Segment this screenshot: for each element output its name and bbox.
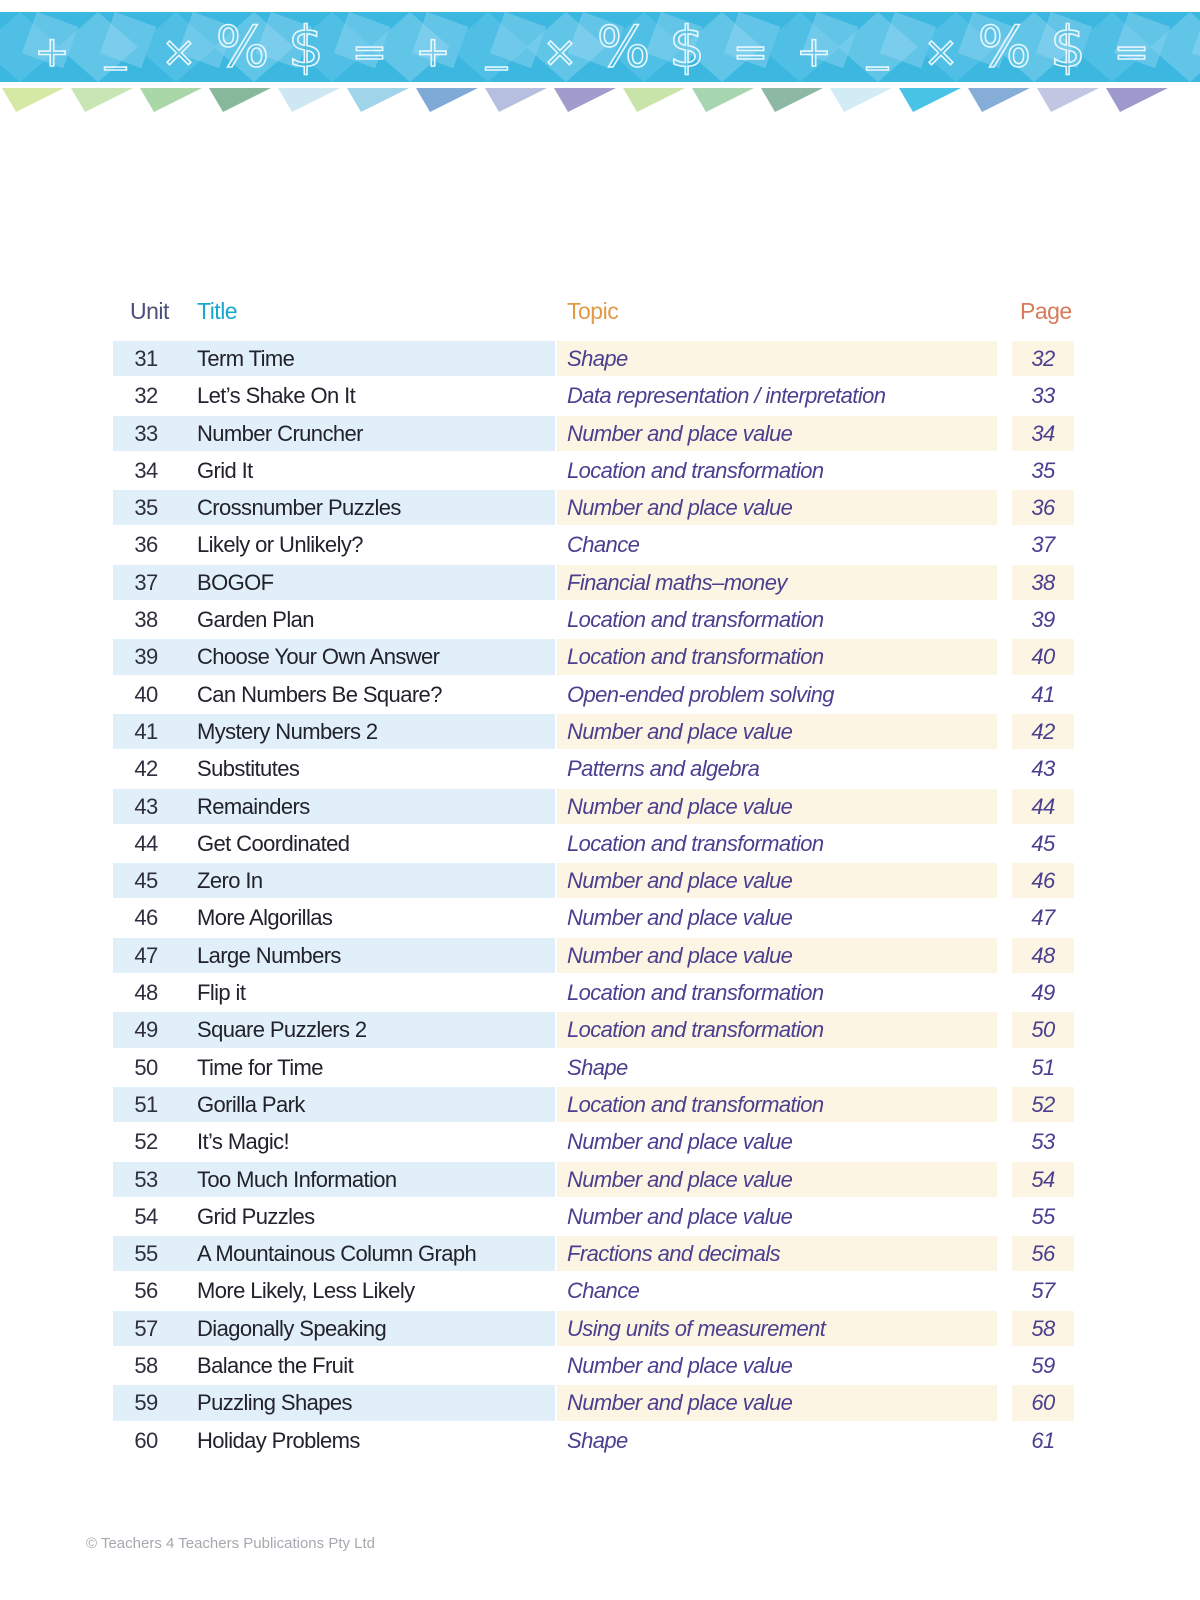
unit-topic: Location and transformation [567,457,824,483]
table-row [113,1422,1073,1459]
unit-number: 45 [134,868,158,894]
footer-text: Teachers 4 Teachers Publications Pty Ltd [100,1535,376,1552]
row-shade-left [113,1087,555,1122]
unit-number: 46 [134,905,158,931]
unit-topic: Chance [567,1278,640,1304]
table-row [113,750,1073,787]
table-row [113,937,1073,974]
unit-page: 38 [1031,569,1055,595]
unit-title: Diagonally Speaking [197,1315,387,1341]
banner-math-symbol: _ [105,21,126,70]
unit-page: 59 [1031,1353,1055,1379]
table-row [113,825,1073,862]
unit-topic: Number and place value [567,1166,793,1192]
unit-number: 50 [134,1054,158,1080]
table-row [113,1235,1073,1272]
banner-triangle [968,88,1030,112]
unit-title: Time for Time [197,1054,323,1080]
unit-number: 35 [134,495,158,521]
banner-triangle [692,88,754,112]
unit-topic: Number and place value [567,1129,793,1155]
unit-page: 53 [1031,1129,1055,1155]
table-row [113,340,1073,377]
unit-number: 56 [134,1278,158,1304]
banner-math-symbol: × [542,27,578,76]
banner-math-symbol: + [34,27,70,76]
unit-page: 57 [1031,1278,1055,1304]
unit-title: Likely or Unlikely? [197,532,363,558]
copyright-footer [86,1535,375,1552]
unit-page: 34 [1031,420,1055,446]
banner-triangle [761,88,823,112]
unit-number: 53 [134,1166,158,1192]
table-row [113,862,1073,899]
header-banner [0,0,1200,120]
header-page: Page [1020,298,1072,324]
banner-triangle [140,88,202,112]
table-row [113,601,1073,638]
unit-number: 36 [134,532,158,558]
unit-title: Large Numbers [197,942,341,968]
unit-number: 33 [134,420,158,446]
table-row [113,1123,1073,1160]
header-title: Title [197,298,238,324]
unit-page: 42 [1031,718,1055,744]
unit-number: 57 [134,1315,158,1341]
unit-topic: Location and transformation [567,1091,824,1117]
unit-title: Number Cruncher [197,420,363,446]
table-row [113,1161,1073,1198]
unit-topic: Data representation / interpretation [567,383,886,409]
unit-topic: Open-ended problem solving [567,681,834,707]
banner-triangle [416,88,478,112]
unit-page: 39 [1031,607,1055,633]
unit-page: 43 [1031,756,1055,782]
unit-page: 61 [1031,1427,1055,1453]
banner-triangle [278,88,340,112]
unit-topic: Number and place value [567,793,793,819]
unit-topic: Location and transformation [567,1017,824,1043]
unit-page: 51 [1031,1054,1055,1080]
unit-number: 40 [134,681,158,707]
banner-graphic [0,0,1200,120]
unit-title: More Algorillas [197,905,333,931]
unit-topic: Number and place value [567,868,793,894]
unit-number: 47 [134,942,158,968]
unit-title: Mystery Numbers 2 [197,718,378,744]
unit-page: 46 [1031,868,1055,894]
table-row [113,1347,1073,1384]
unit-number: 41 [134,718,158,744]
unit-topic: Number and place value [567,1390,793,1416]
unit-title: Let’s Shake On It [197,383,356,409]
row-shade-left [113,565,555,600]
table-row [113,526,1073,563]
unit-page: 55 [1031,1203,1055,1229]
unit-title: BOGOF [197,569,274,595]
table-row [113,788,1073,825]
table-row [113,1384,1073,1421]
unit-topic: Number and place value [567,942,793,968]
unit-title: It’s Magic! [197,1129,290,1155]
unit-page: 41 [1031,681,1055,707]
table-row [113,377,1073,414]
unit-title: Flip it [197,980,246,1006]
unit-page: 37 [1031,532,1055,558]
unit-title: Choose Your Own Answer [197,644,440,670]
unit-number: 51 [134,1091,158,1117]
unit-title: A Mountainous Column Graph [197,1241,477,1267]
unit-page: 52 [1031,1091,1055,1117]
table-row [113,452,1073,489]
table-row [113,713,1073,750]
banner-triangle [899,88,961,112]
unit-number: 43 [134,793,158,819]
table-row [113,564,1073,601]
unit-page: 40 [1031,644,1055,670]
row-shade-left [113,863,555,898]
unit-number: 58 [134,1353,158,1379]
unit-topic: Location and transformation [567,607,824,633]
unit-topic: Number and place value [567,495,793,521]
header-unit: Unit [130,298,169,324]
unit-title: Substitutes [197,756,300,782]
table-row [113,676,1073,713]
unit-page: 33 [1031,383,1055,409]
banner-math-symbol: % [977,15,1032,80]
unit-topic: Patterns and algebra [567,756,760,782]
unit-topic: Fractions and decimals [567,1241,781,1267]
unit-page: 49 [1031,980,1055,1006]
banner-math-symbol: + [415,27,451,76]
unit-topic: Shape [567,1054,628,1080]
unit-page: 54 [1031,1166,1055,1192]
table-row [113,1011,1073,1048]
unit-title: Puzzling Shapes [197,1390,352,1416]
unit-number: 44 [134,830,158,856]
row-shade-left [113,789,555,824]
unit-page: 48 [1031,942,1055,968]
unit-title: Remainders [197,793,310,819]
unit-topic: Number and place value [567,1203,793,1229]
unit-page: 36 [1031,495,1055,521]
unit-title: Term Time [197,346,295,371]
unit-title: Can Numbers Be Square? [197,681,442,707]
unit-title: Balance the Fruit [197,1353,354,1379]
banner-math-symbol: _ [486,21,507,70]
table-row [113,489,1073,526]
unit-number: 59 [134,1390,158,1416]
table-header [113,288,1073,340]
unit-page: 44 [1031,793,1055,819]
unit-title: More Likely, Less Likely [197,1278,415,1304]
unit-number: 54 [134,1203,158,1229]
table-row [113,1049,1073,1086]
table-row [113,1198,1073,1235]
banner-math-symbol: _ [867,21,888,70]
unit-topic: Shape [567,1427,628,1453]
unit-topic: Number and place value [567,905,793,931]
header-topic: Topic [567,298,619,324]
banner-triangle [830,88,892,112]
table-row [113,974,1073,1011]
banner-math-symbol: × [161,27,197,76]
banner-math-symbol: = [1113,27,1150,76]
copyright-icon: © [86,1535,98,1552]
unit-topic: Number and place value [567,420,793,446]
banner-math-symbol: $ [288,15,324,80]
unit-topic: Number and place value [567,1353,793,1379]
banner-triangle [1037,88,1099,112]
unit-number: 48 [134,980,158,1006]
unit-topic: Location and transformation [567,980,824,1006]
unit-number: 34 [134,457,158,483]
banner-triangle [71,88,133,112]
unit-page: 58 [1031,1315,1055,1341]
table-row [113,1310,1073,1347]
unit-title: Crossnumber Puzzles [197,495,401,521]
banner-math-symbol: = [732,27,769,76]
table-row [113,899,1073,936]
unit-topic: Shape [567,346,628,371]
unit-number: 31 [134,346,158,371]
unit-title: Square Puzzlers 2 [197,1017,367,1043]
banner-math-symbol: + [796,27,832,76]
unit-number: 55 [134,1241,158,1267]
banner-math-symbol: % [215,15,270,80]
unit-topic: Number and place value [567,718,793,744]
banner-math-symbol: % [596,15,651,80]
unit-title: Grid It [197,457,253,483]
unit-topic: Using units of measurement [567,1315,826,1341]
unit-topic: Location and transformation [567,644,824,670]
unit-number: 60 [134,1427,158,1453]
unit-title: Zero In [197,868,263,894]
banner-math-symbol: × [923,27,959,76]
unit-number: 32 [134,383,158,409]
banner-triangle [209,88,271,112]
banner-triangle [623,88,685,112]
table-body [113,340,1073,1459]
unit-topic: Chance [567,532,640,558]
unit-number: 39 [134,644,158,670]
row-shade-left [113,341,555,376]
unit-page: 60 [1031,1390,1055,1416]
unit-title: Too Much Information [197,1166,397,1192]
banner-triangle [347,88,409,112]
unit-number: 37 [134,569,158,595]
unit-title: Garden Plan [197,607,314,633]
banner-triangle [554,88,616,112]
unit-page: 32 [1031,346,1055,371]
unit-page: 45 [1031,830,1055,856]
table-row [113,415,1073,452]
table-row [113,1272,1073,1309]
unit-number: 38 [134,607,158,633]
unit-page: 50 [1031,1017,1055,1043]
unit-topic: Location and transformation [567,830,824,856]
unit-page: 47 [1031,905,1055,931]
banner-triangle [2,88,64,112]
banner-math-symbol: $ [669,15,705,80]
table-row [113,638,1073,675]
unit-number: 42 [134,756,158,782]
banner-math-symbol: = [351,27,388,76]
unit-page: 56 [1031,1241,1055,1267]
table-row [113,1086,1073,1123]
unit-number: 49 [134,1017,158,1043]
unit-title: Holiday Problems [197,1427,360,1453]
unit-title: Gorilla Park [197,1091,305,1117]
banner-triangle [485,88,547,112]
unit-page: 35 [1031,457,1055,483]
unit-topic: Financial maths–money [567,569,787,595]
unit-title: Get Coordinated [197,830,350,856]
contents-table [113,288,1073,1459]
banner-math-symbol: $ [1050,15,1086,80]
banner-triangle [1106,88,1168,112]
unit-title: Grid Puzzles [197,1203,315,1229]
unit-number: 52 [134,1129,158,1155]
